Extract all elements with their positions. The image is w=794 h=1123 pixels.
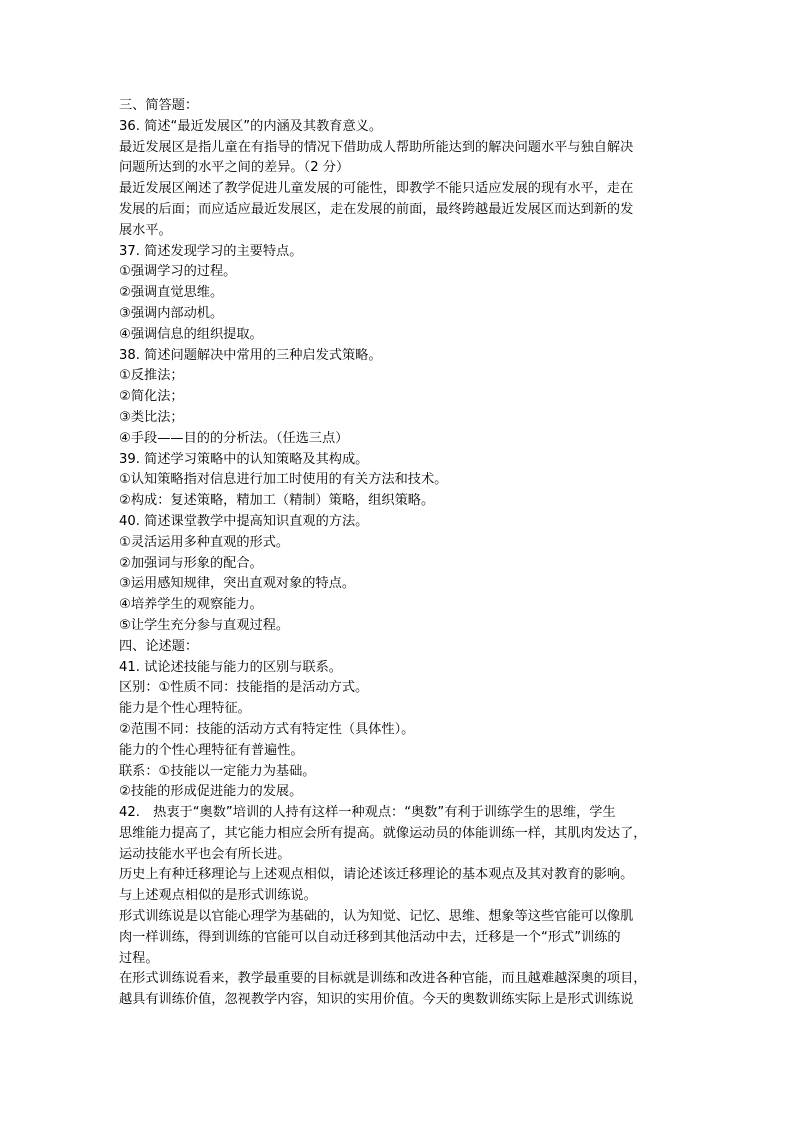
answer-36-line-2: 问题所达到的水平之间的差异。（2 分） bbox=[119, 160, 350, 176]
answer-42-line-2: 形式训练说是以官能心理学为基础的，认为知觉、记忆、思维、想象等这些官能可以像肌 bbox=[119, 909, 634, 925]
answer-37-item-1: ①强调学习的过程。 bbox=[119, 264, 237, 280]
section-heading-essay: 四、论述题： bbox=[119, 638, 199, 654]
question-38: 38. 简述问题解决中常用的三种启发式策略。 bbox=[119, 347, 382, 363]
question-42-line-3: 运动技能水平也会有所长进。 bbox=[119, 846, 291, 862]
answer-36-line-5: 展水平。 bbox=[119, 222, 172, 238]
answer-37-item-2: ②强调直觉思维。 bbox=[119, 285, 224, 301]
question-40: 40. 简述课堂教学中提高知识直观的方法。 bbox=[119, 513, 369, 529]
question-42-line-2: 思维能力提高了，其它能力相应会所有提高。就像运动员的体能训练一样，其肌肉发达了， bbox=[119, 825, 647, 841]
answer-41-line-5: 联系：①技能以一定能力为基础。 bbox=[119, 763, 316, 779]
question-39: 39. 简述学习策略中的认知策略及其构成。 bbox=[119, 451, 369, 467]
section-heading-short-answer: 三、简答题： bbox=[119, 98, 199, 113]
answer-36-line-1: 最近发展区是指儿童在有指导的情况下借助成人帮助所能达到的解决问题水平与独自解决 bbox=[119, 139, 634, 155]
answer-41-line-1: 区别：①性质不同：技能指的是活动方式。 bbox=[119, 680, 369, 696]
answer-40-item-1: ①灵活运用多种直观的形式。 bbox=[119, 534, 290, 550]
answer-39-item-2: ②构成：复述策略，精加工（精制）策略，组织策略。 bbox=[119, 493, 435, 509]
question-42-line-4: 历史上有种迁移理论与上述观点相似，请论述该迁移理论的基本观点及其对教育的影响。 bbox=[119, 867, 634, 883]
answer-42-line-5: 在形式训练说看来，教学最重要的目标就是训练和改进各种官能，而且越难越深奥的项目， bbox=[119, 971, 647, 987]
answer-36-line-4: 发展的后面；而应适应最近发展区，走在发展的前面，最终跨越最近发展区而达到新的发 bbox=[119, 201, 634, 217]
answer-42-line-6: 越具有训练价值，忽视教学内容，知识的实用价值。今天的奥数训练实际上是形式训练说 bbox=[119, 992, 634, 1008]
answer-42-line-1: 与上述观点相似的是形式训练说。 bbox=[119, 888, 317, 904]
question-37: 37. 简述发现学习的主要特点。 bbox=[119, 243, 303, 259]
answer-42-line-3: 肉一样训练，得到训练的官能可以自动迁移到其他活动中去，迁移是一个“形式”训练的 bbox=[119, 929, 621, 945]
document-body bbox=[119, 96, 679, 1011]
answer-41-line-6: ②技能的形成促进能力的发展。 bbox=[119, 784, 303, 800]
answer-42-line-4: 过程。 bbox=[119, 950, 159, 966]
question-36: 36. 简述“最近发展区”的内涵及其教育意义。 bbox=[119, 118, 383, 134]
answer-41-line-2: 能力是个性心理特征。 bbox=[119, 701, 251, 717]
answer-38-item-2: ②简化法； bbox=[119, 389, 184, 405]
question-42-line-1: 42. 热衷于“奥数”培训的人持有这样一种观点：“奥数”有利于训练学生的思维，学生 bbox=[119, 805, 616, 821]
answer-37-item-4: ④强调信息的组织提取。 bbox=[119, 326, 263, 342]
question-41: 41. 试论述技能与能力的区别与联系。 bbox=[119, 659, 342, 675]
answer-40-item-4: ④培养学生的观察能力。 bbox=[119, 597, 263, 613]
answer-38-item-3: ③类比法； bbox=[119, 409, 184, 425]
answer-40-item-3: ③运用感知规律，突出直观对象的特点。 bbox=[119, 576, 356, 592]
answer-38-item-4: ④手段——目的的分析法。（任选三点） bbox=[119, 430, 349, 446]
answer-41-line-3: ②范围不同：技能的活动方式有特定性（具体性）。 bbox=[119, 721, 415, 737]
answer-37-item-3: ③强调内部动机。 bbox=[119, 305, 224, 321]
answer-40-item-2: ②加强词与形象的配合。 bbox=[119, 555, 263, 571]
answer-39-item-1: ①认知策略指对信息进行加工时使用的有关方法和技术。 bbox=[119, 472, 448, 488]
answer-36-line-3: 最近发展区阐述了教学促进儿童发展的可能性，即教学不能只适应发展的现有水平，走在 bbox=[119, 181, 634, 197]
answer-38-item-1: ①反推法； bbox=[119, 368, 184, 384]
answer-40-item-5: ⑤让学生充分参与直观过程。 bbox=[119, 617, 290, 633]
answer-41-line-4: 能力的个性心理特征有普遍性。 bbox=[119, 742, 304, 758]
